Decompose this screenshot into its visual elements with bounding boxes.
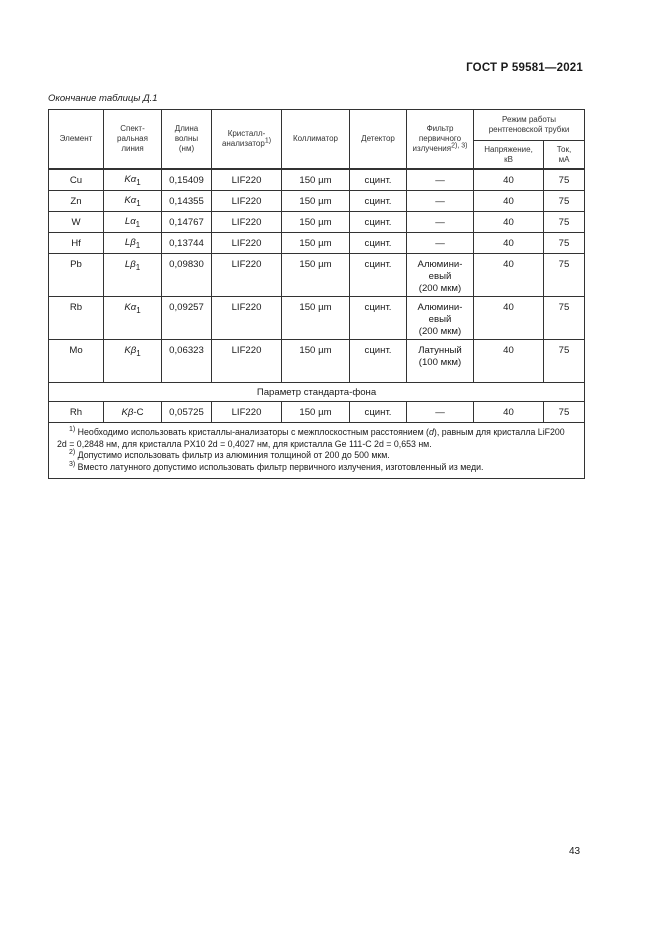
standard-header: ГОСТ Р 59581—2021 (466, 62, 583, 74)
cell-filter: — (407, 212, 474, 233)
cell-current: 75 (544, 169, 585, 191)
footnote-text: Допустимо использовать фильтр из алюминия толщиной от 200 до 500 мкм. (75, 450, 390, 461)
cell-line (104, 212, 162, 233)
line-subscript: 1 (136, 305, 141, 315)
cell-wavelength: 0,14355 (162, 191, 212, 212)
line-symbol: Kβ (121, 406, 134, 418)
cell-crystal: LIF220 (212, 191, 282, 212)
line-subscript: 1 (135, 262, 141, 272)
cell-filter: — (407, 191, 474, 212)
header-crystal (212, 110, 282, 170)
header-voltage-text: Напряжение, кВ (484, 144, 533, 164)
cell-filter: — (407, 402, 474, 423)
table-row (49, 402, 585, 423)
header-filter-footnote: 2), 3) (451, 142, 468, 150)
cell-element: Rb (49, 297, 104, 340)
cell-wavelength: 0,05725 (162, 402, 212, 423)
table-head (49, 110, 585, 170)
header-current (544, 141, 585, 170)
cell-voltage: 40 (474, 340, 544, 383)
cell-crystal: LIF220 (212, 254, 282, 297)
footnote-text: Необходимо использовать кристаллы-анализаторы с межплоскостным расстоянием ( (75, 427, 429, 437)
line-subscript: 1 (136, 348, 141, 358)
cell-crystal: LIF220 (212, 233, 282, 254)
line-symbol: Kα (124, 194, 137, 206)
cell-current: 75 (544, 212, 585, 233)
cell-voltage: 40 (474, 297, 544, 340)
table-footnotes (49, 423, 585, 479)
cell-collimator: 150 µm (282, 340, 350, 383)
header-filter-text: Фильтр первичного излучения (412, 124, 462, 153)
cell-element: W (49, 212, 104, 233)
cell-voltage: 40 (474, 233, 544, 254)
footnote-1 (57, 427, 576, 450)
cell-filter: — (407, 169, 474, 191)
header-filter (407, 110, 474, 170)
header-spectral-line (104, 110, 162, 170)
page-number: 43 (569, 846, 581, 857)
cell-line (104, 191, 162, 212)
cell-collimator: 150 µm (282, 297, 350, 340)
footnote-mark: 3) (69, 460, 76, 468)
table-row (49, 340, 585, 383)
cell-detector: сцинт. (350, 233, 407, 254)
header-voltage (474, 141, 544, 170)
header-element: Элемент (49, 110, 104, 170)
footnote-italic: d (429, 427, 434, 437)
header-wavelength-text: Длина волны (нм) (174, 124, 199, 153)
section-row (49, 383, 585, 402)
cell-element: Rh (49, 402, 104, 423)
line-subscript: 1 (135, 219, 141, 229)
cell-detector: сцинт. (350, 254, 407, 297)
cell-element: Pb (49, 254, 104, 297)
cell-collimator: 150 µm (282, 402, 350, 423)
footnote-mark: 2) (69, 449, 76, 457)
table-body (49, 169, 585, 479)
header-crystal-text: Кристалл- анализатор (221, 129, 266, 148)
cell-detector: сцинт. (350, 212, 407, 233)
line-symbol: Lβ (124, 259, 136, 270)
cell-current: 75 (544, 402, 585, 423)
cell-line (104, 233, 162, 254)
line-subscript: 1 (136, 198, 141, 208)
table-row (49, 169, 585, 191)
cell-crystal: LIF220 (212, 340, 282, 383)
cell-wavelength: 0,15409 (162, 169, 212, 191)
table-row (49, 233, 585, 254)
cell-voltage: 40 (474, 402, 544, 423)
cell-filter: Алюмини- евый (200 мкм) (407, 297, 474, 340)
header-wavelength (162, 110, 212, 170)
cell-detector: сцинт. (350, 340, 407, 383)
footnote-2 (57, 450, 576, 462)
header-detector: Детектор (350, 110, 407, 170)
cell-line (104, 169, 162, 191)
cell-voltage: 40 (474, 191, 544, 212)
header-crystal-footnote: 1) (264, 137, 272, 145)
cell-crystal: LIF220 (212, 169, 282, 191)
table-row (49, 254, 585, 297)
cell-current: 75 (544, 233, 585, 254)
table-caption: Окончание таблицы Д.1 (48, 93, 158, 104)
cell-line (104, 297, 162, 340)
line-symbol: Kα (124, 173, 137, 185)
cell-collimator: 150 µm (282, 233, 350, 254)
cell-wavelength: 0,14767 (162, 212, 212, 233)
cell-line (104, 254, 162, 297)
cell-detector: сцинт. (350, 297, 407, 340)
cell-line (104, 340, 162, 383)
cell-collimator: 150 µm (282, 254, 350, 297)
cell-current: 75 (544, 297, 585, 340)
cell-current: 75 (544, 254, 585, 297)
header-collimator: Коллиматор (282, 110, 350, 170)
line-symbol: Lα (124, 215, 136, 227)
cell-detector: сцинт. (350, 402, 407, 423)
cell-collimator: 150 µm (282, 191, 350, 212)
data-table (48, 109, 585, 479)
cell-crystal: LIF220 (212, 297, 282, 340)
cell-element: Zn (49, 191, 104, 212)
cell-wavelength: 0,06323 (162, 340, 212, 383)
cell-voltage: 40 (474, 254, 544, 297)
cell-collimator: 150 µm (282, 212, 350, 233)
cell-element: Hf (49, 233, 104, 254)
line-subscript: 1 (136, 177, 141, 187)
cell-detector: сцинт. (350, 191, 407, 212)
cell-current: 75 (544, 191, 585, 212)
line-suffix: -C (133, 406, 144, 418)
cell-crystal: LIF220 (212, 402, 282, 423)
notes-row (49, 423, 585, 479)
header-tube-mode (474, 110, 585, 141)
line-subscript: 1 (135, 240, 141, 250)
cell-collimator: 150 µm (282, 169, 350, 191)
table-row (49, 191, 585, 212)
cell-wavelength: 0,09830 (162, 254, 212, 297)
line-symbol: Lβ (124, 236, 136, 248)
header-spectral-line-text: Спект- ральная линия (117, 124, 148, 153)
cell-element: Cu (49, 169, 104, 191)
cell-filter: — (407, 233, 474, 254)
line-symbol: Kα (124, 302, 137, 313)
cell-filter: Латунный (100 мкм) (407, 340, 474, 383)
header-tube-mode-text: Режим работы рентгеновской трубки (488, 115, 570, 134)
cell-wavelength: 0,09257 (162, 297, 212, 340)
footnote-mark: 1) (69, 426, 76, 434)
cell-filter: Алюмини- евый (200 мкм) (407, 254, 474, 297)
cell-voltage: 40 (474, 212, 544, 233)
cell-line (104, 402, 162, 423)
line-symbol: Kβ (124, 345, 137, 356)
header-current-text: Ток, мА (556, 144, 572, 164)
table-row (49, 297, 585, 340)
cell-crystal: LIF220 (212, 212, 282, 233)
footnote-text: ), равным для кристалла LiF200 2d = 0,2848 нм, для кристалла PX10 2d = 0,4027 нм, для кристалла Ge 111-C 2d = 0,653 нм. (57, 427, 565, 449)
table-row (49, 212, 585, 233)
footnote-3 (57, 462, 576, 474)
cell-wavelength: 0,13744 (162, 233, 212, 254)
cell-detector: сцинт. (350, 169, 407, 191)
cell-voltage: 40 (474, 169, 544, 191)
cell-element: Mo (49, 340, 104, 383)
cell-current: 75 (544, 340, 585, 383)
section-title: Параметр стандарта-фона (49, 383, 585, 402)
footnote-text: Вместо латунного допустимо использовать фильтр первичного излучения, изготовленный из меди. (75, 461, 484, 472)
